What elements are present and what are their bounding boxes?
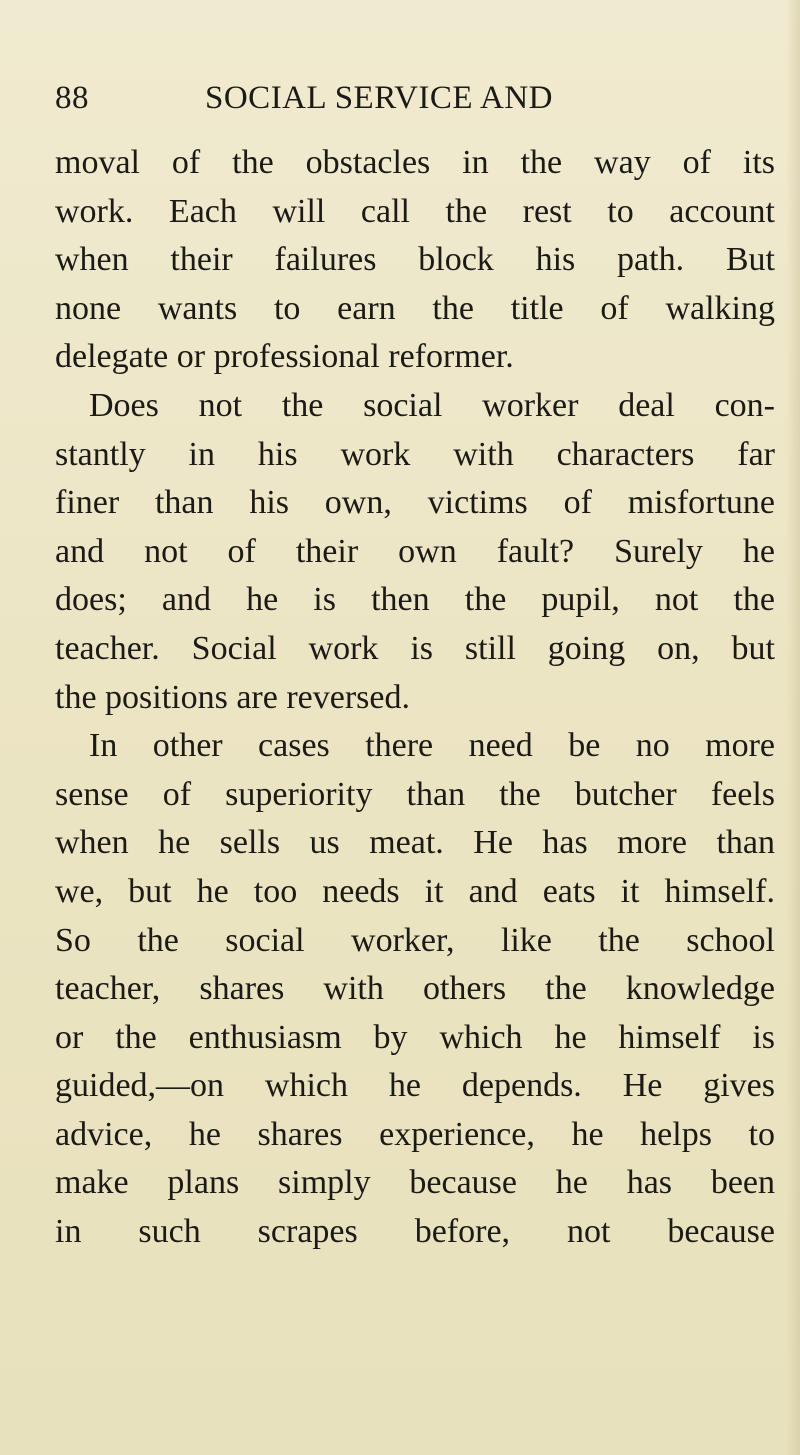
paragraph-start-line: Does not the social worker deal con- bbox=[89, 386, 775, 424]
page-number: 88 bbox=[55, 80, 89, 116]
text-line: we, but he too needs it and eats it himself. bbox=[55, 872, 775, 910]
running-head bbox=[55, 78, 675, 118]
running-title: SOCIAL SERVICE AND bbox=[205, 80, 553, 116]
text-line: moval of the obstacles in the way of its bbox=[55, 144, 775, 181]
text-line: advice, he shares experience, he helps to bbox=[55, 1115, 775, 1153]
text-line: and not of their own fault? Surely he bbox=[55, 532, 775, 570]
text-line: make plans simply because he has been bbox=[55, 1164, 775, 1202]
text-line: the positions are reversed. bbox=[55, 678, 410, 716]
text-line: stantly in his work with characters far bbox=[55, 435, 775, 473]
paragraph-start-line: In other cases there need be no more bbox=[89, 727, 775, 765]
body-text bbox=[55, 139, 775, 1257]
text-line: when their failures block his path. But bbox=[55, 241, 775, 279]
text-line: or the enthusiasm by which he himself is bbox=[55, 1018, 775, 1056]
text-line: when he sells us meat. He has more than bbox=[55, 824, 775, 862]
text-line: work. Each will call the rest to account bbox=[55, 192, 775, 230]
text-line: So the social worker, like the school bbox=[55, 921, 775, 959]
text-line: sense of superiority than the butcher feels bbox=[55, 775, 775, 813]
text-line: does; and he is then the pupil, not the bbox=[55, 581, 775, 619]
text-line: in such scrapes before, not because bbox=[55, 1213, 775, 1251]
text-line: teacher. Social work is still going on, but bbox=[55, 629, 775, 667]
text-line: finer than his own, victims of misfortune bbox=[55, 484, 775, 522]
text-line: guided,—on which he depends. He gives bbox=[55, 1067, 775, 1105]
page-edge-shadow bbox=[786, 0, 800, 1455]
text-line: delegate or professional reformer. bbox=[55, 338, 514, 376]
text-line: none wants to earn the title of walking bbox=[55, 289, 775, 327]
text-line: teacher, shares with others the knowledge bbox=[55, 970, 775, 1008]
